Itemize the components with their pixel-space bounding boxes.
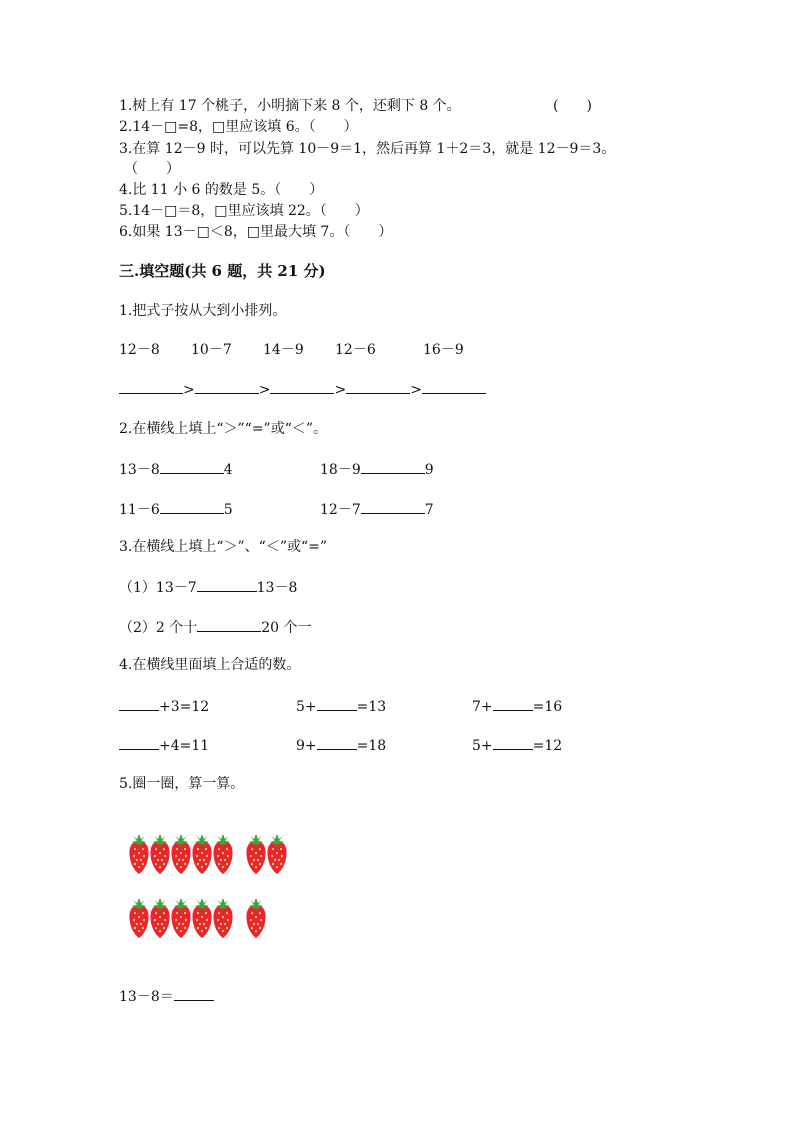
answer-blank[interactable] [174, 986, 214, 1001]
fill-q4-item-4: +4=11 [119, 735, 209, 755]
fill-q2-title: 2.在横线上填上“＞”“=”或“＜”。 [119, 421, 328, 437]
number-blank[interactable] [119, 735, 159, 750]
strawberry-icon[interactable] [245, 833, 267, 875]
fill-q4-item-1: +3=12 [119, 696, 209, 716]
fill-q3-line-1: （1）13－7 13－8 [119, 577, 297, 597]
gt-sign: > [258, 382, 271, 398]
number-blank[interactable] [493, 735, 533, 750]
compare-blank[interactable] [160, 499, 224, 514]
strawberry-icon[interactable] [212, 833, 234, 875]
number-blank[interactable] [317, 735, 357, 750]
fill-q1-order-row [119, 379, 486, 399]
order-blank-1[interactable] [119, 379, 183, 394]
order-blank-2[interactable] [195, 379, 259, 394]
strawberry-icon[interactable] [170, 833, 192, 875]
fill-q2-item-2: 18－9 9 [320, 459, 434, 479]
fill-q4-item-3: 7+ =16 [472, 696, 562, 716]
strawberry-icon[interactable] [245, 897, 267, 939]
order-blank-3[interactable] [270, 379, 334, 394]
fill-q3-title: 3.在横线上填上“＞”、“＜”或“=” [119, 539, 328, 555]
judgment-q5: 5.14－□＝8，□里应该填 22。（ ） [119, 203, 369, 219]
gt-sign: > [410, 382, 422, 398]
strawberry-icon[interactable] [149, 833, 171, 875]
fill-q1-expr-4: 12－6 [335, 342, 376, 358]
strawberry-icon[interactable] [266, 833, 288, 875]
judgment-q1-text: 1.树上有 17 个桃子，小明摘下来 8 个，还剩下 8 个。 [119, 98, 461, 114]
fill-q1-expr-1: 12－8 [119, 342, 160, 358]
number-blank[interactable] [317, 696, 357, 711]
gt-sign: > [183, 382, 195, 398]
order-blank-4[interactable] [346, 379, 410, 394]
judgment-q2: 2.14－□=8，□里应该填 6。（ ） [119, 119, 358, 135]
fill-q2-item-3: 11－6 5 [119, 499, 233, 519]
fill-q2-item-4: 12－7 7 [320, 499, 434, 519]
strawberry-icon[interactable] [170, 897, 192, 939]
order-blank-5[interactable] [422, 379, 486, 394]
compare-blank[interactable] [197, 617, 261, 632]
fill-q2-item-1: 13－8 4 [119, 459, 233, 479]
judgment-q3: 3.在算 12－9 时，可以先算 10－9＝1，然后再算 1＋2＝3，就是 12－9＝3。 [119, 141, 616, 157]
fill-q4-item-2: 5+ =13 [296, 696, 386, 716]
strawberry-icon[interactable] [212, 897, 234, 939]
fill-q1-expr-3: 14－9 [263, 342, 304, 358]
compare-blank[interactable] [361, 499, 425, 514]
gt-sign: > [334, 382, 347, 398]
judgment-q4: 4.比 11 小 6 的数是 5。（ ） [119, 182, 324, 198]
compare-blank[interactable] [197, 577, 257, 592]
compare-blank[interactable] [160, 459, 224, 474]
compare-blank[interactable] [361, 459, 425, 474]
judgment-q1 [119, 97, 461, 115]
number-blank[interactable] [119, 696, 159, 711]
judgment-q1-answer-paren[interactable]: ( ) [553, 98, 592, 114]
strawberry-icon[interactable] [191, 897, 213, 939]
strawberry-icon[interactable] [191, 833, 213, 875]
judgment-q6: 6.如果 13－□＜8，□里最大填 7。（ ） [119, 224, 393, 240]
fill-q1-expr-5: 16－9 [423, 342, 464, 358]
fill-q3-line-2: （2）2 个十 20 个一 [119, 617, 312, 637]
fill-q4-title: 4.在横线里面填上合适的数。 [119, 657, 301, 673]
fill-q5-equation: 13－8＝ [119, 986, 214, 1006]
strawberry-icon[interactable] [128, 833, 150, 875]
fill-q5-title: 5.圈一圈，算一算。 [119, 776, 245, 792]
section-3-heading: 三.填空题(共 6 题，共 21 分) [119, 262, 326, 280]
number-blank[interactable] [493, 696, 533, 711]
fill-q1-title: 1.把式子按从大到小排列。 [119, 303, 287, 319]
strawberry-icon[interactable] [128, 897, 150, 939]
fill-q1-expr-2: 10－7 [191, 342, 232, 358]
fill-q4-item-6: 5+ =12 [472, 735, 562, 755]
fill-q4-item-5: 9+ =18 [296, 735, 386, 755]
strawberry-icon[interactable] [149, 897, 171, 939]
judgment-q3-answer-paren[interactable]: （ ） [124, 161, 180, 177]
